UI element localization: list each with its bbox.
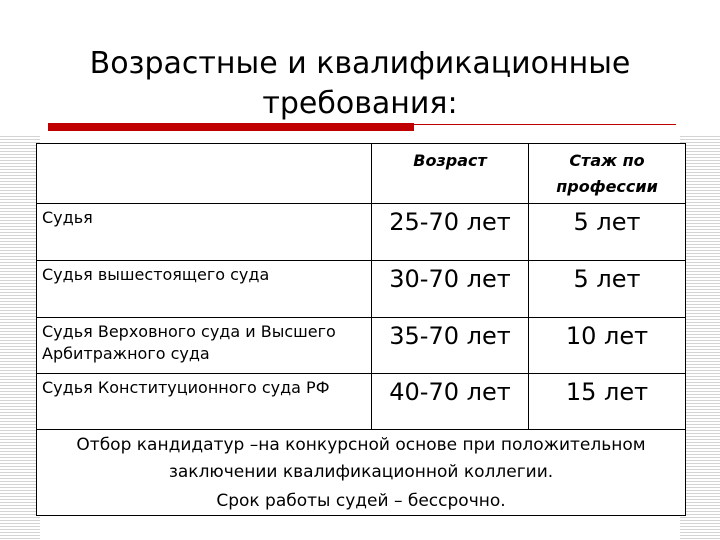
row-label: Судья Конституционного суда РФ — [37, 374, 372, 430]
row-label: Судья — [37, 204, 372, 261]
note-cell — [37, 430, 686, 516]
table-row — [37, 318, 686, 374]
table-row — [37, 261, 686, 318]
row-age: 35-70 лет — [372, 318, 529, 374]
row-age: 30-70 лет — [372, 261, 529, 318]
term-note: Срок работы судей – бессрочно. — [216, 491, 506, 511]
table-row — [37, 204, 686, 261]
row-age: 25-70 лет — [372, 204, 529, 261]
title-underline-accent — [48, 123, 414, 131]
row-experience: 5 лет — [529, 204, 686, 261]
table-header-row — [37, 144, 686, 204]
requirements-table — [36, 143, 686, 516]
header-experience: Стаж по профессии — [529, 144, 686, 204]
row-label: Судья вышестоящего суда — [37, 261, 372, 318]
row-experience: 5 лет — [529, 261, 686, 318]
table-row — [37, 374, 686, 430]
title-underline-thin — [414, 124, 676, 125]
table-note-row — [37, 430, 686, 516]
selection-note: Отбор кандидатур –на конкурсной основе при положительном заключении квалификационной коллегии. — [76, 435, 646, 482]
header-empty-cell — [37, 144, 372, 204]
row-experience: 15 лет — [529, 374, 686, 430]
header-age: Возраст — [372, 144, 529, 204]
row-age: 40-70 лет — [372, 374, 529, 430]
row-label: Судья Верховного суда и Высшего Арбитражного суда — [37, 318, 372, 374]
background-stripes-right — [680, 136, 720, 540]
background-stripes-left — [0, 136, 40, 540]
slide-title: Возрастные и квалификационные требования: — [89, 46, 631, 121]
row-experience: 10 лет — [529, 318, 686, 374]
